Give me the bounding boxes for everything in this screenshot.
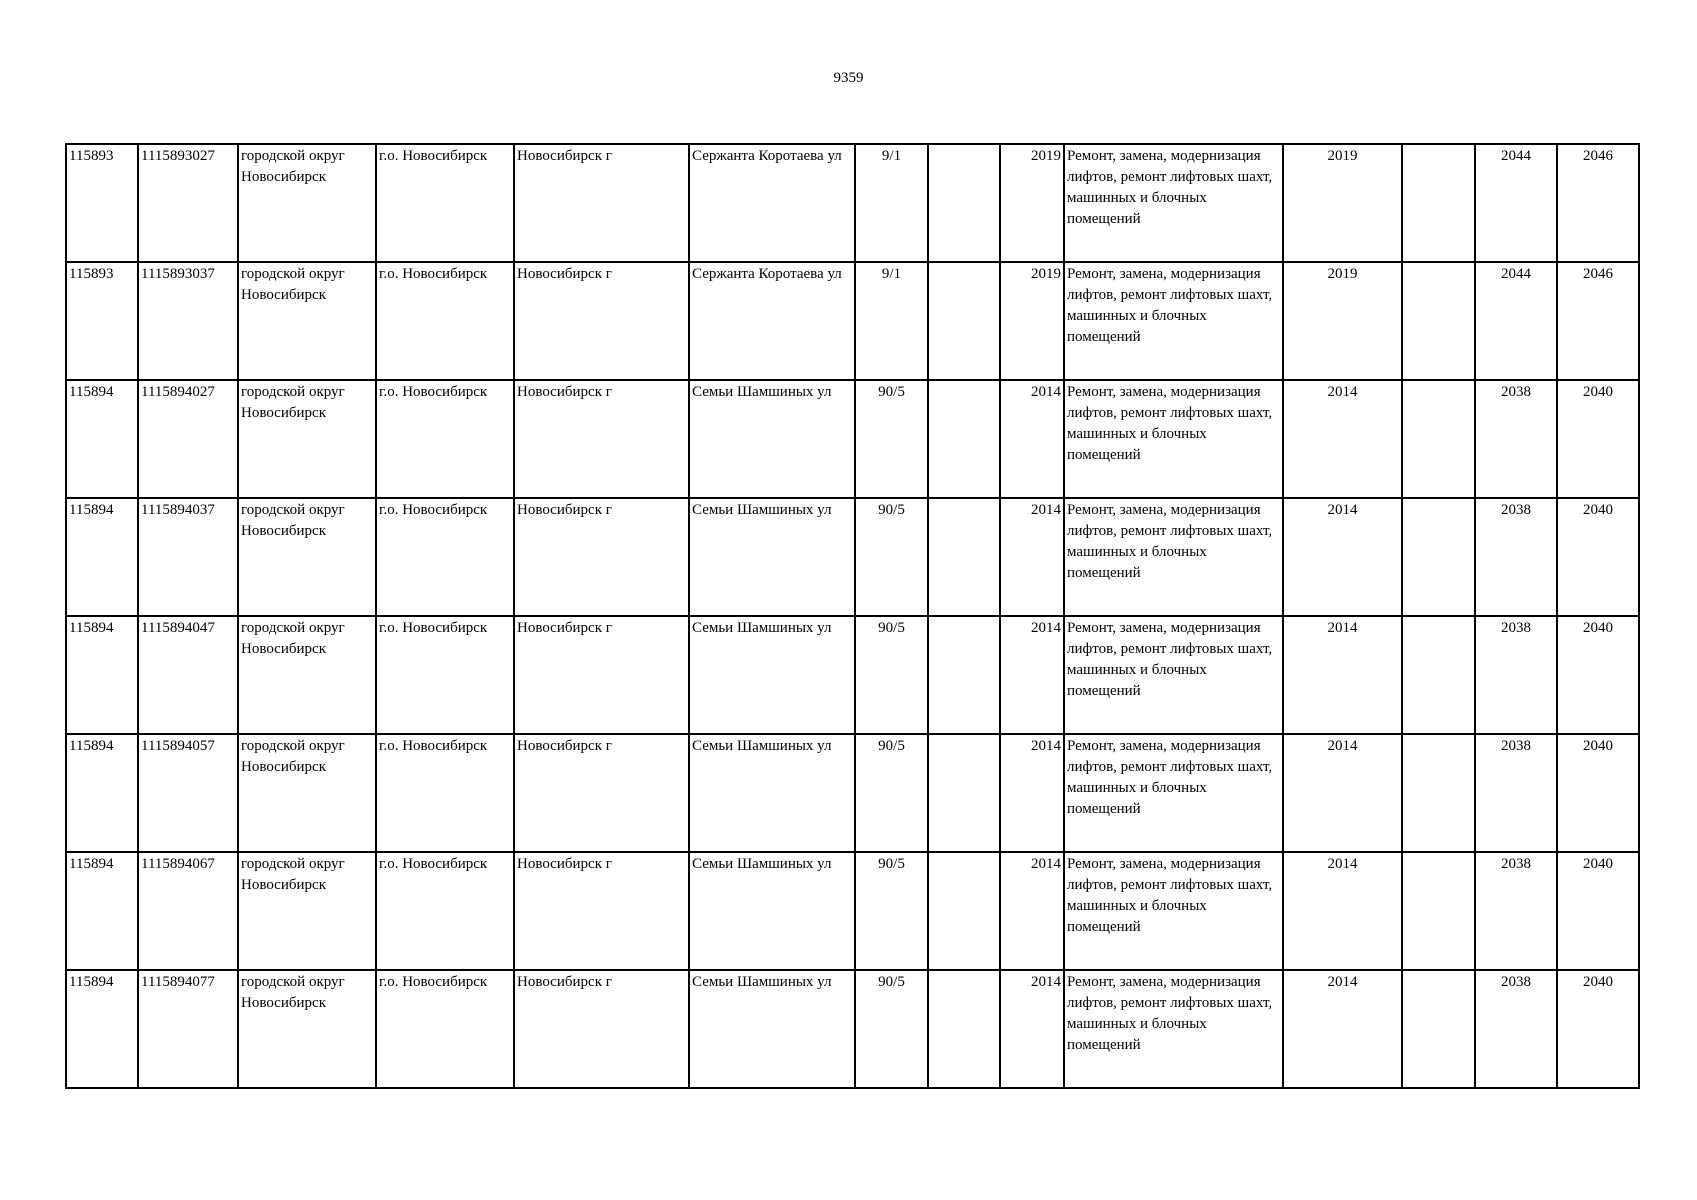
cell-municipality: г.о. Новосибирск: [376, 262, 514, 380]
cell-period-end: 2040: [1557, 616, 1639, 734]
cell-city: Новосибирск г: [514, 498, 689, 616]
cell-year-commissioned: 2014: [1283, 498, 1402, 616]
cell-street: Семьи Шамшиных ул: [689, 498, 855, 616]
cell-period-end: 2040: [1557, 380, 1639, 498]
cell-work-type: Ремонт, замена, модернизация лифтов, ремонт лифтовых шахт, машинных и блочных помещений: [1064, 380, 1283, 498]
table-row: [66, 852, 1639, 970]
cell-building: [928, 262, 1000, 380]
cell-period-end: 2040: [1557, 734, 1639, 852]
cell-empty: [1402, 262, 1475, 380]
cell-building: [928, 970, 1000, 1088]
cell-building: [928, 498, 1000, 616]
cell-empty: [1402, 498, 1475, 616]
cell-year-built: 2014: [1000, 970, 1064, 1088]
cell-year-built: 2019: [1000, 262, 1064, 380]
cell-period-start: 2038: [1475, 852, 1557, 970]
cell-id: 115894: [66, 380, 138, 498]
cell-period-start: 2038: [1475, 734, 1557, 852]
cell-period-start: 2044: [1475, 144, 1557, 262]
cell-period-end: 2046: [1557, 262, 1639, 380]
cell-work-type: Ремонт, замена, модернизация лифтов, ремонт лифтовых шахт, машинных и блочных помещений: [1064, 616, 1283, 734]
table-row: [66, 498, 1639, 616]
table-body: [66, 144, 1639, 1088]
cell-street: Сержанта Коротаева ул: [689, 262, 855, 380]
cell-district: городской округ Новосибирск: [238, 144, 376, 262]
cell-empty: [1402, 380, 1475, 498]
cell-work-type: Ремонт, замена, модернизация лифтов, ремонт лифтовых шахт, машинных и блочных помещений: [1064, 852, 1283, 970]
cell-city: Новосибирск г: [514, 734, 689, 852]
cell-house: 90/5: [855, 734, 928, 852]
cell-municipality: г.о. Новосибирск: [376, 852, 514, 970]
cell-code: 1115893027: [138, 144, 238, 262]
cell-period-end: 2040: [1557, 498, 1639, 616]
cell-id: 115894: [66, 852, 138, 970]
cell-house: 90/5: [855, 380, 928, 498]
table-row: [66, 380, 1639, 498]
cell-year-built: 2014: [1000, 380, 1064, 498]
cell-year-built: 2019: [1000, 144, 1064, 262]
cell-city: Новосибирск г: [514, 616, 689, 734]
cell-year-commissioned: 2019: [1283, 144, 1402, 262]
cell-empty: [1402, 616, 1475, 734]
cell-period-start: 2038: [1475, 380, 1557, 498]
cell-city: Новосибирск г: [514, 262, 689, 380]
cell-municipality: г.о. Новосибирск: [376, 498, 514, 616]
cell-period-end: 2046: [1557, 144, 1639, 262]
cell-district: городской округ Новосибирск: [238, 734, 376, 852]
cell-district: городской округ Новосибирск: [238, 380, 376, 498]
cell-district: городской округ Новосибирск: [238, 616, 376, 734]
cell-house: 9/1: [855, 262, 928, 380]
cell-year-built: 2014: [1000, 498, 1064, 616]
cell-city: Новосибирск г: [514, 144, 689, 262]
cell-id: 115894: [66, 734, 138, 852]
cell-period-start: 2038: [1475, 616, 1557, 734]
page-number: 9359: [833, 70, 864, 86]
cell-municipality: г.о. Новосибирск: [376, 380, 514, 498]
cell-work-type: Ремонт, замена, модернизация лифтов, ремонт лифтовых шахт, машинных и блочных помещений: [1064, 262, 1283, 380]
cell-period-end: 2040: [1557, 970, 1639, 1088]
cell-code: 1115894027: [138, 380, 238, 498]
cell-code: 1115894037: [138, 498, 238, 616]
table-row: [66, 970, 1639, 1088]
cell-code: 1115894057: [138, 734, 238, 852]
table-row: [66, 616, 1639, 734]
cell-empty: [1402, 734, 1475, 852]
cell-district: городской округ Новосибирск: [238, 970, 376, 1088]
cell-street: Семьи Шамшиных ул: [689, 616, 855, 734]
cell-building: [928, 734, 1000, 852]
cell-empty: [1402, 144, 1475, 262]
cell-work-type: Ремонт, замена, модернизация лифтов, ремонт лифтовых шахт, машинных и блочных помещений: [1064, 144, 1283, 262]
cell-house: 90/5: [855, 852, 928, 970]
cell-building: [928, 852, 1000, 970]
cell-empty: [1402, 970, 1475, 1088]
cell-house: 90/5: [855, 498, 928, 616]
cell-code: 1115894047: [138, 616, 238, 734]
cell-id: 115894: [66, 970, 138, 1088]
cell-street: Семьи Шамшиных ул: [689, 380, 855, 498]
table-row: [66, 734, 1639, 852]
table-row: [66, 262, 1639, 380]
cell-district: городской округ Новосибирск: [238, 498, 376, 616]
cell-municipality: г.о. Новосибирск: [376, 616, 514, 734]
cell-code: 1115894077: [138, 970, 238, 1088]
cell-building: [928, 616, 1000, 734]
cell-period-start: 2038: [1475, 970, 1557, 1088]
cell-street: Семьи Шамшиных ул: [689, 734, 855, 852]
cell-district: городской округ Новосибирск: [238, 262, 376, 380]
registry-table: [65, 143, 1640, 1089]
cell-year-commissioned: 2014: [1283, 734, 1402, 852]
cell-id: 115893: [66, 262, 138, 380]
cell-city: Новосибирск г: [514, 380, 689, 498]
cell-house: 90/5: [855, 970, 928, 1088]
cell-year-built: 2014: [1000, 734, 1064, 852]
cell-building: [928, 380, 1000, 498]
cell-period-start: 2044: [1475, 262, 1557, 380]
cell-building: [928, 144, 1000, 262]
cell-code: 1115893037: [138, 262, 238, 380]
cell-work-type: Ремонт, замена, модернизация лифтов, ремонт лифтовых шахт, машинных и блочных помещений: [1064, 734, 1283, 852]
cell-period-start: 2038: [1475, 498, 1557, 616]
cell-year-commissioned: 2014: [1283, 852, 1402, 970]
cell-municipality: г.о. Новосибирск: [376, 970, 514, 1088]
cell-id: 115893: [66, 144, 138, 262]
cell-district: городской округ Новосибирск: [238, 852, 376, 970]
cell-period-end: 2040: [1557, 852, 1639, 970]
cell-id: 115894: [66, 616, 138, 734]
cell-year-commissioned: 2019: [1283, 262, 1402, 380]
cell-street: Семьи Шамшиных ул: [689, 852, 855, 970]
cell-house: 9/1: [855, 144, 928, 262]
cell-city: Новосибирск г: [514, 970, 689, 1088]
cell-code: 1115894067: [138, 852, 238, 970]
cell-street: Сержанта Коротаева ул: [689, 144, 855, 262]
cell-empty: [1402, 852, 1475, 970]
table-row: [66, 144, 1639, 262]
cell-municipality: г.о. Новосибирск: [376, 734, 514, 852]
cell-id: 115894: [66, 498, 138, 616]
cell-city: Новосибирск г: [514, 852, 689, 970]
cell-work-type: Ремонт, замена, модернизация лифтов, ремонт лифтовых шахт, машинных и блочных помещений: [1064, 498, 1283, 616]
cell-year-commissioned: 2014: [1283, 616, 1402, 734]
cell-house: 90/5: [855, 616, 928, 734]
cell-municipality: г.о. Новосибирск: [376, 144, 514, 262]
cell-work-type: Ремонт, замена, модернизация лифтов, ремонт лифтовых шахт, машинных и блочных помещений: [1064, 970, 1283, 1088]
cell-year-commissioned: 2014: [1283, 970, 1402, 1088]
cell-street: Семьи Шамшиных ул: [689, 970, 855, 1088]
cell-year-built: 2014: [1000, 852, 1064, 970]
cell-year-built: 2014: [1000, 616, 1064, 734]
cell-year-commissioned: 2014: [1283, 380, 1402, 498]
